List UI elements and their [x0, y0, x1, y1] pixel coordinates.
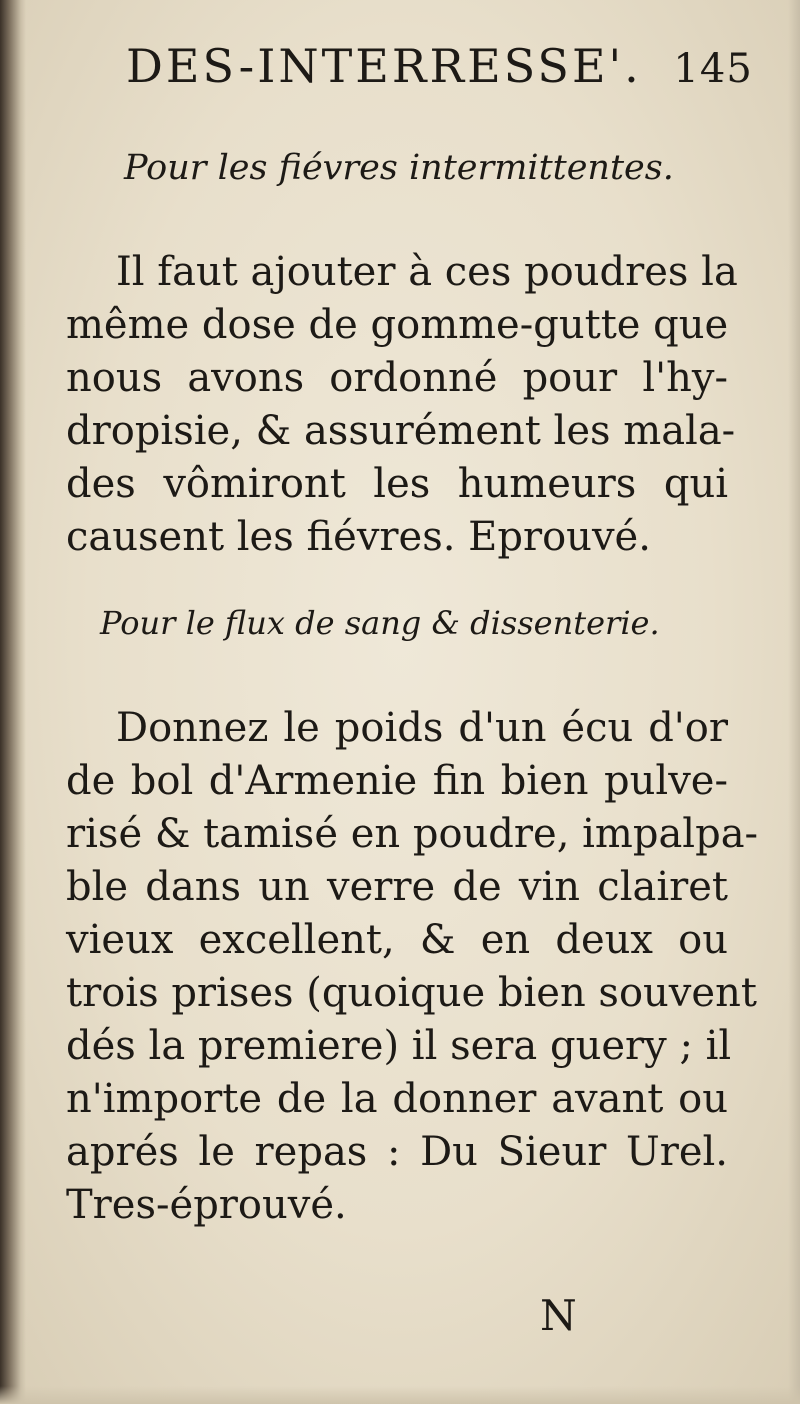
text-line: Il faut ajouter à ces poudres la: [116, 249, 738, 295]
text-line: de bol d'Armenie fin bien pulve-: [66, 758, 728, 804]
text-line: aprés le repas : Du Sieur Urel.: [66, 1129, 728, 1175]
text-line: vieux excellent, & en deux ou: [66, 917, 728, 963]
section-heading-flux: Pour le flux de sang & dissenterie.: [100, 604, 660, 642]
text-line: trois prises (quoique bien souvent: [66, 970, 757, 1016]
signature-mark: N: [540, 1291, 577, 1340]
text-line: risé & tamisé en poudre, impalpa-: [66, 811, 759, 857]
text-line: nous avons ordonné pour l'hy-: [66, 355, 728, 401]
page-edge-bottom: [0, 1386, 800, 1404]
text-line: dropisie, & assurément les mala-: [66, 408, 736, 454]
text-line: Tres-éprouvé.: [66, 1182, 347, 1228]
text-line: causent les fiévres. Eprouvé.: [66, 514, 651, 560]
section-heading-fevers: Pour les fiévres intermittentes.: [124, 148, 674, 188]
text-line: Donnez le poids d'un écu d'or: [116, 705, 728, 751]
text-line: n'importe de la donner avant ou: [66, 1076, 728, 1122]
running-head: [126, 36, 766, 96]
page-number: 145: [673, 46, 753, 92]
running-title: DES-INTERRESSE'.: [126, 39, 642, 93]
text-line: même dose de gomme-gutte que: [66, 302, 729, 348]
binding-shadow: [0, 0, 26, 1404]
text-line: dés la premiere) il sera guery ; il: [66, 1023, 732, 1069]
text-line: ble dans un verre de vin clairet: [66, 864, 728, 910]
page-edge-right: [788, 0, 800, 1404]
text-line: des vômiront les humeurs qui: [66, 461, 728, 507]
